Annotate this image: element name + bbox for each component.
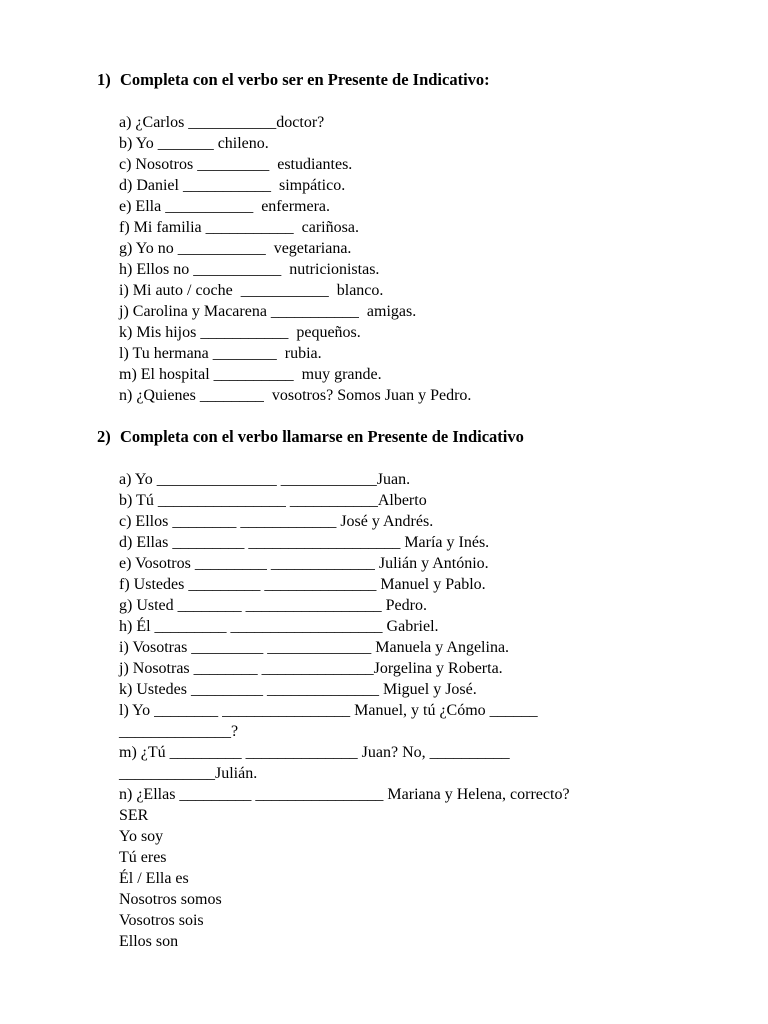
- section-1-heading: [97, 70, 490, 90]
- exercise-line: g) Usted ________ _________________ Pedro.: [119, 597, 427, 614]
- exercise-line: Ellos son: [119, 933, 179, 950]
- exercise-line: Nosotros somos: [119, 891, 222, 908]
- section-2-exercise-list: [119, 469, 570, 952]
- exercise-line: b) Yo _______ chileno.: [119, 135, 269, 152]
- section-2-title: Completa con el verbo llamarse en Presente de Indicativo: [120, 427, 524, 446]
- exercise-line: j) Carolina y Macarena ___________ amigas.: [119, 303, 417, 320]
- section-2-heading: [97, 427, 524, 447]
- exercise-line: SER: [119, 807, 149, 824]
- exercise-line: Él / Ella es: [119, 870, 189, 887]
- exercise-line: g) Yo no ___________ vegetariana.: [119, 240, 352, 257]
- section-2-number: 2): [97, 427, 111, 446]
- exercise-line: a) Yo _______________ ____________Juan.: [119, 471, 411, 488]
- exercise-line: e) Vosotros _________ _____________ Julián y António.: [119, 555, 489, 572]
- exercise-line: e) Ella ___________ enfermera.: [119, 198, 331, 215]
- exercise-line: f) Mi familia ___________ cariñosa.: [119, 219, 359, 236]
- exercise-line: Tú eres: [119, 849, 167, 866]
- section-1-number: 1): [97, 70, 111, 89]
- exercise-line: f) Ustedes _________ ______________ Manuel y Pablo.: [119, 576, 486, 593]
- section-1-exercise-list: [119, 112, 471, 406]
- exercise-line: l) Tu hermana ________ rubia.: [119, 345, 322, 362]
- exercise-line: i) Mi auto / coche ___________ blanco.: [119, 282, 384, 299]
- exercise-line: d) Daniel ___________ simpático.: [119, 177, 346, 194]
- exercise-line: c) Nosotros _________ estudiantes.: [119, 156, 353, 173]
- exercise-line: ______________?: [119, 723, 239, 740]
- exercise-line: h) Él _________ ___________________ Gabriel.: [119, 618, 439, 635]
- exercise-line: n) ¿Ellas _________ ________________ Mariana y Helena, correcto?: [119, 786, 570, 803]
- exercise-line: ____________Julián.: [119, 765, 258, 782]
- exercise-line: h) Ellos no ___________ nutricionistas.: [119, 261, 380, 278]
- exercise-line: Yo soy: [119, 828, 164, 845]
- exercise-line: k) Mis hijos ___________ pequeños.: [119, 324, 361, 341]
- exercise-line: m) El hospital __________ muy grande.: [119, 366, 382, 383]
- exercise-line: k) Ustedes _________ ______________ Miguel y José.: [119, 681, 477, 698]
- exercise-line: i) Vosotras _________ _____________ Manuela y Angelina.: [119, 639, 510, 656]
- exercise-line: l) Yo ________ ________________ Manuel, y tú ¿Cómo ______: [119, 702, 538, 719]
- section-1-title: Completa con el verbo ser en Presente de Indicativo:: [120, 70, 490, 89]
- exercise-line: a) ¿Carlos ___________doctor?: [119, 114, 325, 131]
- exercise-line: m) ¿Tú _________ ______________ Juan? No, __________: [119, 744, 510, 761]
- exercise-line: n) ¿Quienes ________ vosotros? Somos Juan y Pedro.: [119, 387, 472, 404]
- exercise-line: b) Tú ________________ ___________Alberto: [119, 492, 427, 509]
- exercise-line: j) Nosotras ________ ______________Jorgelina y Roberta.: [119, 660, 503, 677]
- exercise-line: d) Ellas _________ ___________________ María y Inés.: [119, 534, 490, 551]
- exercise-line: c) Ellos ________ ____________ José y Andrés.: [119, 513, 434, 530]
- exercise-line: Vosotros sois: [119, 912, 204, 929]
